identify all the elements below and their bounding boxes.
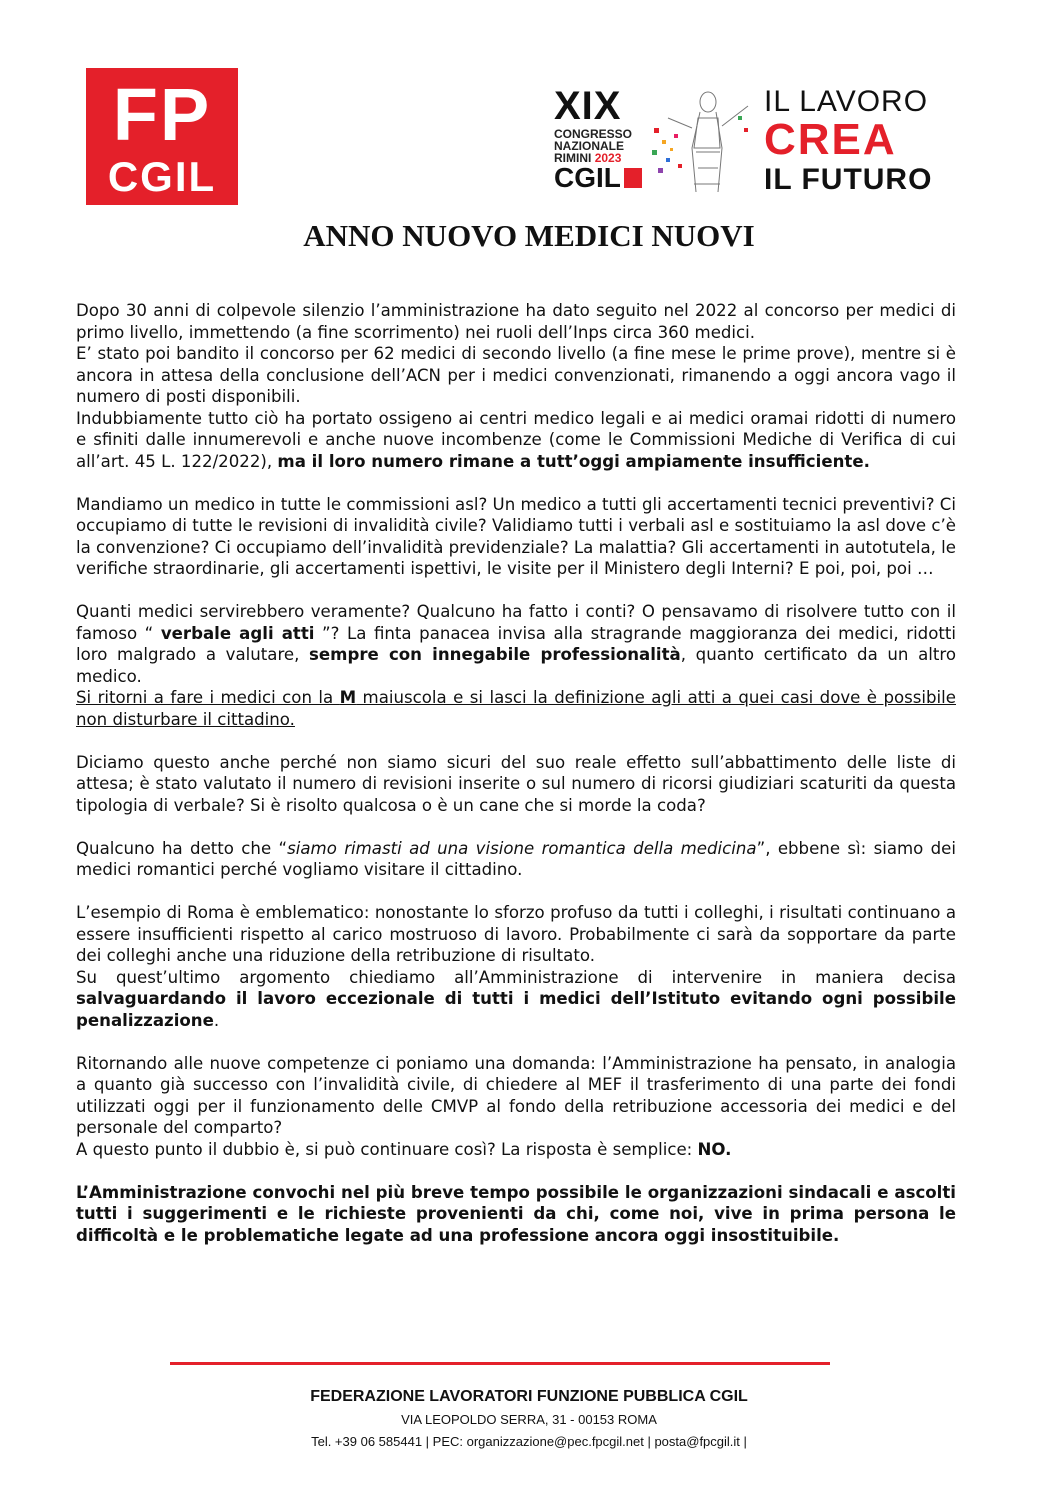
- congress-line1: CONGRESSO: [554, 127, 633, 141]
- paragraph: [76, 408, 956, 473]
- paragraph-text: Indubbiamente tutto ciò ha portato ossigeno ai centri medico legali e ai medici oramai ridotti di numero e sfiniti dalle innumerevoli e anche nuove incombenze (come le Commissioni Mediche di Verifica di cui all’art. 45 L. 122/2022),: [76, 408, 956, 471]
- congress-banner: [552, 86, 944, 196]
- italic-text: siamo rimasti ad una visione romantica della medicina: [287, 838, 757, 858]
- congress-line2: NAZIONALE: [554, 139, 624, 153]
- logo-fp-text: FP: [112, 73, 212, 156]
- slogan-line3: IL FUTURO: [764, 163, 933, 196]
- bold-text: sempre con innegabile professionalità: [309, 645, 681, 664]
- congress-slogan: [764, 86, 944, 196]
- paragraph: E’ stato poi bandito il concorso per 62 medici di secondo livello (a fine mese le prime prove), mentre si è ancora in attesa della conclusione dell’ACN per i medici convenzionati, rimanendo a oggi ancora vago il numero di posti disponibili.: [76, 344, 956, 406]
- logo-cgil-text: CGIL: [107, 153, 217, 200]
- document-body: [76, 300, 956, 1246]
- footer-divider: [170, 1362, 830, 1365]
- paragraph: [76, 1139, 956, 1161]
- paragraph: Ritornando alle nuove competenze ci poniamo una domanda: l’Amministrazione ha pensato, in analogia a quanto già successo con l’invalidità civile, di chiedere al MEF il trasferimento di una parte dei fondi utilizzati oggi per il funzionamento delle CMVP al fondo della retribuzione accessoria dei medici e del personale del comparto?: [76, 1053, 956, 1137]
- paragraph: [76, 967, 956, 1032]
- paragraph-text: Qualcuno ha detto che “: [76, 838, 288, 858]
- sculpture-figure-icon: [648, 88, 758, 194]
- paragraph-text: .: [213, 1010, 220, 1030]
- congress-number: XIX: [554, 84, 622, 128]
- fp-cgil-logo: [86, 68, 238, 205]
- bold-text: NO.: [697, 1139, 732, 1159]
- paragraph: L’esempio di Roma è emblematico: nonostante lo sforzo profuso da tutti i colleghi, i risultati continuano a essere insufficienti rispetto al carico mostruoso di lavoro. Probabilmente ci sarà da sopportare da parte dei colleghi anche una riduzione della retribuzione di risultato.: [76, 903, 956, 965]
- footer-organization: FEDERAZIONE LAVORATORI FUNZIONE PUBBLICA CGIL: [310, 1388, 748, 1405]
- slogan-line1: IL LAVORO: [764, 85, 929, 118]
- paragraph: [76, 601, 956, 687]
- paragraph: [76, 1182, 956, 1247]
- paragraph: Dopo 30 anni di colpevole silenzio l’amministrazione ha dato seguito nel 2022 al concorso per medici di primo livello, immettendo (a fine scorrimento) nei ruoli dell’Inps circa 360 medici.: [76, 301, 956, 342]
- paragraph-text: Su quest’ultimo argomento chiediamo all’Amministrazione di intervenire in maniera decisa: [76, 967, 956, 987]
- paragraph-text: , quanto certificato da un altro medico.: [76, 645, 956, 686]
- paragraph-text: A questo punto il dubbio è, si può continuare così? La risposta è semplice:: [76, 1139, 698, 1159]
- bold-text: ma il loro numero rimane a tutt’oggi ampiamente insufficiente.: [277, 451, 870, 471]
- congress-year: 2023: [594, 151, 622, 165]
- paragraph: Diciamo questo anche perché non siamo sicuri del suo reale effetto sull’abbattimento delle liste di attesa; è stato valutato il numero di revisioni inserite o sul numero di ricorsi giudiziari scaturiti da questa tipologia di verbale? Si è risolto qualcosa o è un cane che si morde la coda?: [76, 752, 956, 815]
- paragraph-text: ”? La finta panacea invisa alla stragrande maggioranza dei medici, ridotti loro malgrado a valutare,: [76, 623, 956, 664]
- underlined-text: maiuscola e si lasci la definizione agli atti a quei casi dove è possibile non disturbare il cittadino.: [76, 688, 956, 729]
- bold-text: salvaguardando il lavoro eccezionale di tutti i medici dell’Istituto evitando ogni possibile penalizzazione: [76, 989, 956, 1030]
- footer-contacts: Tel. +39 06 585441 | PEC: organizzazione@pec.fpcgil.net | posta@fpcgil.it |: [311, 1434, 747, 1449]
- bold-text: M: [339, 688, 357, 707]
- paragraph: [76, 687, 956, 730]
- underlined-text: Si ritorni a fare i medici con la: [76, 688, 340, 707]
- footer-address: VIA LEOPOLDO SERRA, 31 - 00153 ROMA: [401, 1412, 657, 1427]
- slogan-line2: CREA: [764, 115, 897, 164]
- paragraph: Mandiamo un medico in tutte le commissioni asl? Un medico a tutti gli accertamenti tecnici preventivi? Ci occupiamo di tutte le revisioni di invalidità civile? Validiamo tutti i verbali asl e sostituiamo la asl dove c’è la convenzione? Ci occupiamo dell’invalidità previdenziale? La malattia? Gli accertamenti in autotutela, le verifiche straordinarie, gli accertamenti ispettivi, le visite per il Ministero degli Interni? E poi, poi, poi …: [76, 494, 956, 578]
- paragraph: [76, 838, 956, 881]
- congress-org: CGIL: [554, 162, 621, 193]
- congress-red-square: [624, 168, 642, 188]
- congress-city: RIMINI: [554, 151, 592, 165]
- document-title: ANNO NUOVO MEDICI NUOVI: [303, 218, 755, 253]
- bold-text: L’Amministrazione convochi nel più breve tempo possibile le organizzazioni sindacali e ascolti tutti i suggerimenti e le richieste provenienti da chi, come noi, vive in prima persona le difficoltà e le problematiche legate ad una professione ancora oggi insostituibile.: [76, 1182, 956, 1245]
- paragraph-text: Quanti medici servirebbero veramente? Qualcuno ha fatto i conti? O pensavamo di risolvere tutto con il famoso “: [76, 602, 956, 643]
- paragraph-text: ”, ebbene sì: siamo dei medici romantici perché vogliamo visitare il cittadino.: [76, 838, 957, 879]
- bold-text: verbale agli atti: [160, 623, 315, 643]
